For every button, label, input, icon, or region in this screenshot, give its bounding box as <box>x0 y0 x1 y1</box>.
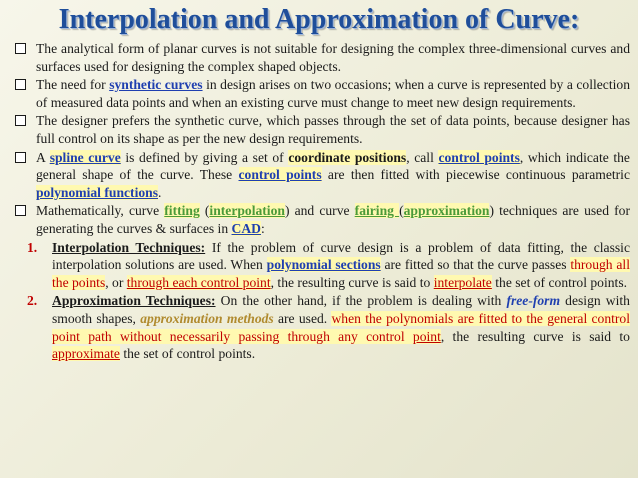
bullet-text: The analytical form of planar curves is not suitable for designing the complex three-dimensional curves and surfaces used for designing the complex shaped objects. <box>36 41 630 74</box>
term-free-form: free-form <box>506 293 561 309</box>
highlight-coordinate-positions: coordinate positions <box>288 149 407 165</box>
link-fairing[interactable]: fairing <box>354 203 400 219</box>
checkbox-bullet-icon <box>15 152 26 163</box>
highlight-polynomial-fit: when the polynomials are fitted to the general control point path without necessarily passing through any control <box>52 310 631 344</box>
numbered-text: Interpolation Techniques: If the problem of curve design is a problem of data fitting, the classic interpolation solutions are used. When polynomial sections are fitted so that the curve passes through all the points, or through each control point, the resulting curve is said to interpolate the set of control points. <box>52 239 630 290</box>
link-control-points-2[interactable]: control points <box>238 167 322 183</box>
checkbox-bullet-icon <box>15 115 26 126</box>
numbered-text: Approximation Techniques: On the other hand, if the problem is dealing with free-form design with smooth shapes, approximation methods are used. when the polynomials are fitted to the general control point path without necessarily passing through any control point, the resulting curve is said to approximate the set of control points. <box>52 293 631 362</box>
link-polynomial-sections[interactable]: polynomial sections <box>266 257 381 273</box>
item-number: 2. <box>27 293 38 309</box>
subheading-approximation: Approximation Techniques: <box>52 293 216 309</box>
term-approximation-methods: approximation methods <box>140 310 274 326</box>
numbered-item <box>12 239 630 292</box>
link-cad[interactable]: CAD <box>231 220 261 236</box>
bullet-item <box>12 202 630 237</box>
highlight-through-all-points: through all the points <box>52 257 630 290</box>
link-synthetic-curves[interactable]: synthetic curves <box>109 77 203 93</box>
link-control-points[interactable]: control points <box>438 149 520 165</box>
numbered-item <box>12 292 630 362</box>
bullet-text: A spline curve is defined by giving a set of coordinate positions, call control points, which indicate the general shape of the curve. These control points are then fitted with piecewise continuous parametric polynomial functions. <box>36 149 630 200</box>
bullet-text: The need for synthetic curves in design arises on two occasions; when a curve is represented by a collection of measured data points and when an existing curve must change to meet new design requirements. <box>36 77 630 110</box>
subheading-interpolation: Interpolation Techniques: <box>52 239 206 255</box>
bullet-text: Mathematically, curve fitting (interpolation) and curve fairing (approximation) techniques are used for generating the curves & surfaces in CAD: <box>36 203 630 236</box>
bullet-item <box>12 149 630 202</box>
link-point[interactable]: point <box>412 328 441 344</box>
link-fitting[interactable]: fitting <box>164 203 200 219</box>
bullet-item <box>12 112 630 147</box>
checkbox-bullet-icon <box>15 205 26 216</box>
link-through-each-control-point[interactable]: through each control point <box>126 274 271 290</box>
link-interpolate[interactable]: interpolate <box>433 274 492 290</box>
slide-content <box>12 40 630 364</box>
checkbox-bullet-icon <box>15 79 26 90</box>
item-number: 1. <box>27 239 38 255</box>
link-interpolation[interactable]: interpolation <box>209 203 285 219</box>
slide-title: Interpolation and Approximation of Curve: <box>58 4 580 35</box>
bullet-item <box>12 40 630 75</box>
bullet-text: The designer prefers the synthetic curve, which passes through the set of data points, because designer has full control on its shape as per the new design requirements. <box>36 113 630 146</box>
link-approximate[interactable]: approximate <box>52 346 120 362</box>
checkbox-bullet-icon <box>15 43 26 54</box>
link-approximation[interactable]: approximation <box>403 203 490 219</box>
link-polynomial-functions[interactable]: polynomial functions <box>36 184 158 200</box>
link-spline-curve[interactable]: spline curve <box>49 149 121 165</box>
bullet-item <box>12 76 630 111</box>
